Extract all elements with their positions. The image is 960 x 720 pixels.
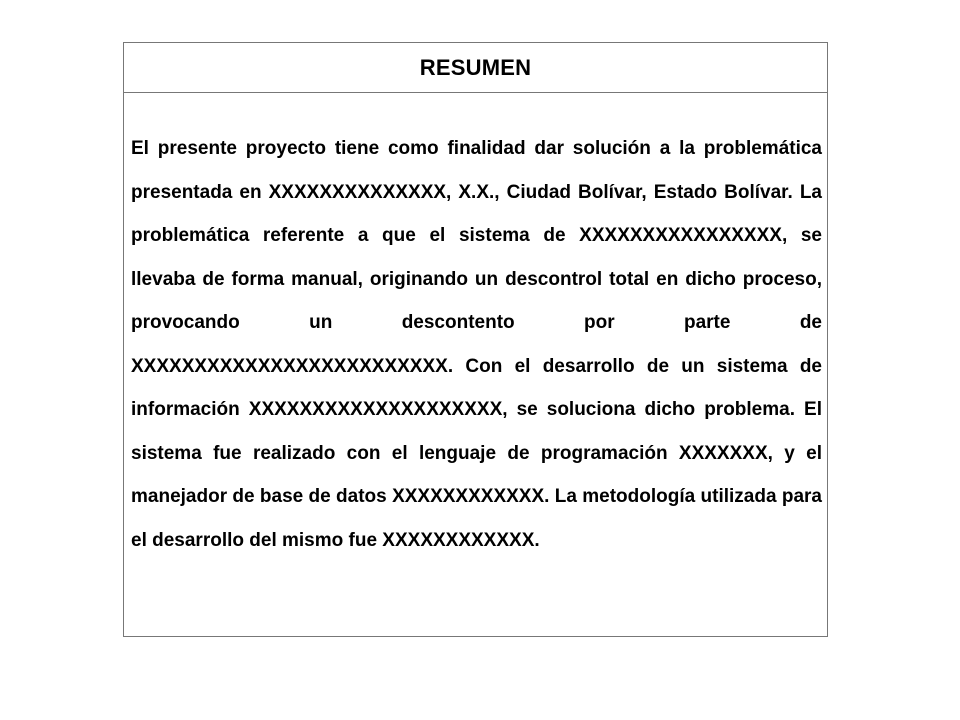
title-row — [124, 43, 827, 93]
abstract-cell — [131, 127, 822, 562]
resumen-table — [123, 42, 828, 637]
abstract-paragraph: El presente proyecto tiene como finalidad dar solución a la problemática presentada en XXXXXXXXXXXXXX, X.X., Ciudad Bolívar, Estado Bolívar. La problemática referente a que el sistema de XXXXXXXXXXXXXXXX, se llevaba de forma manual, originando un descontrol total en dicho proceso, provocando un descontento por parte de XXXXXXXXXXXXXXXXXXXXXXXXX. Con el desarrollo de un sistema de información XXXXXXXXXXXXXXXXXXXX, se soluciona dicho problema. El sistema fue realizado con el lenguaje de programación XXXXXXX, y el manejador de base de datos XXXXXXXXXXXX. La metodología utilizada para el desarrollo del mismo fue XXXXXXXXXXXX. — [131, 138, 822, 551]
page-title: RESUMEN — [419, 54, 532, 80]
